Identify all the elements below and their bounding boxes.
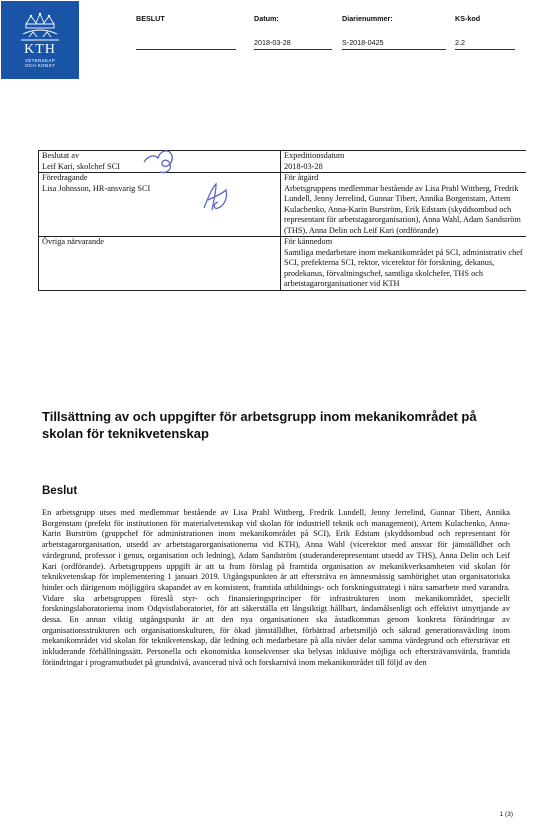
date-label: Datum: (254, 14, 279, 23)
date-value: 2018-03-28 (254, 38, 291, 47)
for-information-title: För kännedom (284, 237, 333, 246)
signature-initials-icon (198, 180, 234, 214)
dispatch-date-cell (281, 151, 527, 173)
signature-initials-icon (140, 146, 180, 176)
page-number: 1 (3) (499, 811, 513, 818)
header-divider (455, 49, 515, 50)
registration-label: Diarienummer: (342, 14, 393, 23)
presenter-cell (39, 173, 281, 237)
logo-subtitle: VETENSKAP OCH KONST (24, 58, 56, 68)
for-action-cell (281, 173, 527, 237)
ks-code-value: 2.2 (455, 38, 465, 47)
for-information-value: Samtliga medarbetare inom mekanikområdet på SCI, administrativ chef SCI, prefekterna SCI, rektor, vicerektor för forskning, dekanus, prodekanus, förvaltningschef, samtliga skolchefer, THS och arbetstagarorganisationer vid KTH (284, 247, 523, 288)
for-action-title: För åtgärd (284, 173, 319, 182)
decided-by-value: Leif Kari, skolchef SCI (42, 161, 120, 171)
section-heading: Beslut (42, 485, 78, 497)
dispatch-date-value: 2018-03-28 (284, 161, 323, 171)
decided-by-title: Beslutat av (42, 151, 80, 160)
header-divider (254, 49, 332, 50)
logo-wordmark: KTH (24, 42, 56, 57)
others-present-title: Övriga närvarande (42, 237, 104, 246)
kth-logo (1, 1, 79, 79)
page-title: Tillsättning av och uppgifter för arbetsgrupp inom mekanikområdet på skolan för teknikvetenskap (42, 409, 477, 441)
for-information-cell (281, 237, 527, 291)
dispatch-date-title: Expeditionsdatum (284, 151, 345, 160)
crown-emblem-icon (17, 12, 63, 42)
presenter-title: Föredragande (42, 173, 88, 182)
doc-type-label: BESLUT (136, 14, 165, 23)
ks-code-label: KS-kod (455, 14, 481, 23)
decision-metadata-table (38, 150, 526, 291)
presenter-value: Lisa Johnsson, HR-ansvarig SCI (42, 183, 151, 193)
header-divider (342, 49, 446, 50)
registration-value: S-2018-0425 (342, 38, 384, 47)
decision-body-text: En arbetsgrupp utses med medlemmar bestående av Lisa Prahl Wittberg, Fredrik Lundell, Jenny Jerrelind, Gunnar Tibert, Annika Borgenstam (prefekt för institutionen för materialvetenskap vid skolan för industriell teknik och management), Artem Kulachenko, Anna-Karin Burström (gruppchef för administrationen inom mekanikområdet på SCI), Erik Edstam (skyddsombud och representant för arbetstagarorganisation, utsedd av arbetstagarorganisationerna vid KTH), Anna Wahl (vicerektor med ansvar för jämställdhet och värdegrund, professor i genus, organisation och ledning), Adam Sandström (studeranderepresentant utsedd av THS), Anna Delin och Leif Kari (ordförande). Arbetsgruppens uppgift är att ta fram förslag på framtida organisation av mekanikverksamheten vid skolan för teknikvetenskap för implementering 1 januari 2019. Utgångspunkten är att eftersträva en ämnesmässig samhörighet utan organisatoriska hinder och därigenom möjliggöra skapandet av en konsistent, framtida utbildnings- och forskningsstrategi i nära samarbete med varandra. Vidare ska arbetsgruppen föreslå styr- och finansieringsprinciper för infrastrukturen inom mekanikområdet, speciellt forskningslaboratorierna inom Odqvistlaboratoriet, för att säkerställa ett långsiktigt hållbart, ändamålsenligt och effektivt utnyttjande av dessa. En annan viktig utgångspunkt är att den nya organisationen ska åstadkommas genom konkreta förändringar av organisationsstrukturen och organisationskulturen, för ökad jämställdhet, förbättrad arbetsmiljö och säkrad generationsväxling inom mekanikområdet vid skolan för teknikvetenskap, där ledning och medarbetare på alla nivåer delar samma värdegrund och eftersträvar ett inkluderande förhållningssätt. Personella och ekonomiska konsekvenser ska belysas inklusive möjliga och eftersträvansvärda, framtida förändringar i programutbudet på grundnivå, avancerad nivå och forskarnivå inom mekanikområdet till följd av den (42, 508, 510, 667)
header-divider (136, 49, 236, 50)
for-action-value: Arbetsgruppens medlemmar bestående av Lisa Prahl Wittberg, Fredrik Lundell, Jenny Jerrelind, Gunnar Tibert, Annika Borgenstam, Artem Kulachenko, Anna-Karin Burström, Erik Edstam (skyddsombud och representant för arbetstagarorganisation), Anna Wahl, Adam Sandström (THS), Anna Delin och Leif Kari (ordförande) (284, 183, 521, 235)
others-present-cell (39, 237, 281, 291)
